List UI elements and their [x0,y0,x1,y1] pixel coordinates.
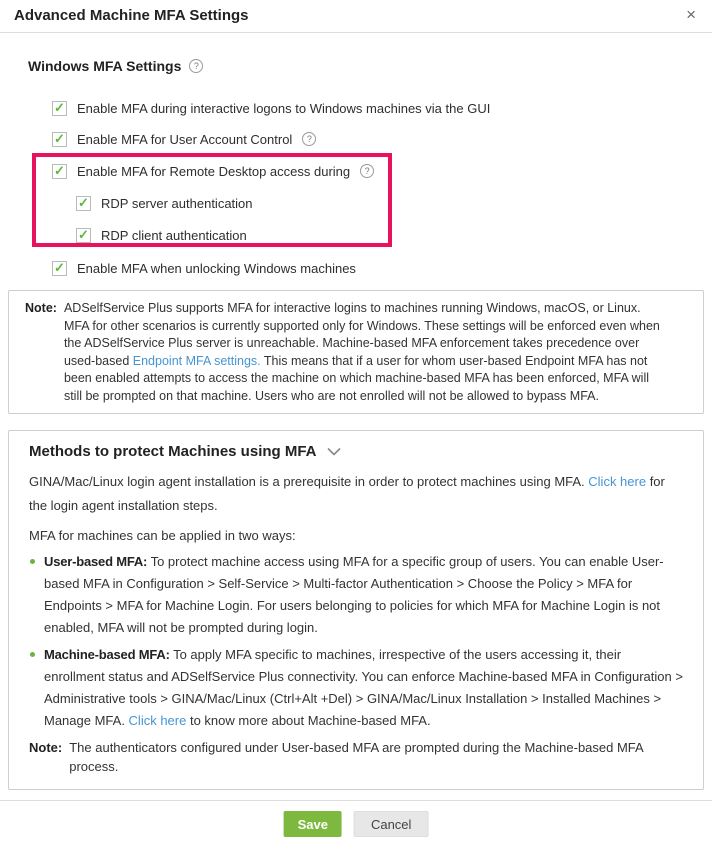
note-text-after: This means that if a user for whom user-based Endpoint MFA has not been enabled attempts to access the machine on which machine-based MFA has been enforced, MFA will still be prompted on that machine. Users who are not enrolled will not be allowed to bypass MFA. [63,353,650,403]
checkbox-label-uac: Enable MFA for User Account Control [77,131,293,147]
checkbox-enable-rdp[interactable] [52,164,67,179]
note-label: Note: [29,740,63,755]
checkbox-row-rdp-server [76,194,253,212]
click-here-machine-mfa-link[interactable]: Click here [128,713,187,728]
footer-divider [0,800,712,801]
chevron-down-icon[interactable] [327,447,341,456]
checkbox-label-rdp-server: RDP server authentication [101,195,253,211]
list-item-machine-based-mfa [29,644,683,732]
checkbox-label-rdp-client: RDP client authentication [101,227,247,243]
checkbox-enable-uac[interactable] [52,132,67,147]
checkbox-row-unlock [52,259,356,277]
checkbox-label-unlock: Enable MFA when unlocking Windows machines [77,260,356,276]
machine-based-mfa-text-before: To apply MFA specific to machines, irrespective of the users accessing it, their enrollment status and ADSelfService Plus connectivity. You can enforce Machine-based MFA in Configuration > Administrative tools > GINA/Mac/Linux (Ctrl+Alt +Del) > GINA/Mac/Linux Installation > Installed Machines > Manage MFA. [44,647,683,728]
checkbox-label-rdp: Enable MFA for Remote Desktop access during [77,163,351,179]
methods-intro [29,470,683,518]
checkbox-row-rdp [52,162,374,180]
checkbox-row-uac [52,130,316,148]
checkbox-enable-gui[interactable] [52,101,67,116]
click-here-agent-link[interactable]: Click here [588,474,647,489]
dialog-title: Advanced Machine MFA Settings [14,7,249,24]
note-text [64,300,668,405]
dialog-header [0,0,712,33]
footer-buttons [284,811,429,837]
checkbox-row-gui [52,99,490,117]
save-button[interactable]: Save [284,811,342,837]
note-text-before: ADSelfService Plus supports MFA for interactive logins to machines running Windows, macOS, or Linux. MFA for other scenarios is currently supported only for Windows. These settings will be enforced even when the ADSelfService Plus server is unreachable. Machine-based MFA enforcement takes precedence over used-based [63,301,660,368]
list-item-user-based-mfa [29,551,683,639]
checkbox-row-rdp-client [76,226,247,244]
help-icon[interactable]: ? [302,132,316,146]
methods-heading-row [29,443,683,460]
note-box [8,290,704,414]
windows-mfa-settings-heading [28,58,203,74]
methods-note [29,738,683,776]
methods-intro-after: for the login agent installation steps. [29,474,665,513]
endpoint-mfa-settings-link[interactable]: Endpoint MFA settings. [132,353,261,368]
checkbox-rdp-client[interactable] [76,228,91,243]
machine-based-mfa-label: Machine-based MFA: [44,647,170,662]
user-based-mfa-text: To protect machine access using MFA for a specific group of users. You can enable User-based MFA in Configuration > Self-Service > Multi-factor Authentication > Choose the Policy > MFA for Endpoints > MFA for Machine Login. For users belonging to policies for which MFA for Machine Login is not enabled, MFA will not be prompted during login. [44,554,664,635]
methods-note-text: The authenticators configured under User-based MFA are prompted during the Machine-based MFA process. [69,740,643,774]
checkbox-enable-unlock[interactable] [52,261,67,276]
methods-ways-line: MFA for machines can be applied in two ways: [29,528,296,543]
checkbox-label-gui: Enable MFA during interactive logons to Windows machines via the GUI [77,100,491,116]
close-icon[interactable]: × [686,5,696,24]
methods-heading: Methods to protect Machines using MFA [29,443,317,460]
user-based-mfa-label: User-based MFA: [44,554,148,569]
help-icon[interactable]: ? [360,164,374,178]
note-label: Note: [25,301,57,315]
methods-section [8,430,704,790]
methods-list [29,551,683,732]
cancel-button[interactable]: Cancel [354,811,428,837]
windows-mfa-settings-label: Windows MFA Settings [28,58,182,74]
checkbox-rdp-server[interactable] [76,196,91,211]
machine-based-mfa-text-after: to know more about Machine-based MFA. [186,713,431,728]
methods-intro-before: GINA/Mac/Linux login agent installation is a prerequisite in order to protect machines using MFA. [29,474,589,489]
help-icon[interactable]: ? [189,59,203,73]
